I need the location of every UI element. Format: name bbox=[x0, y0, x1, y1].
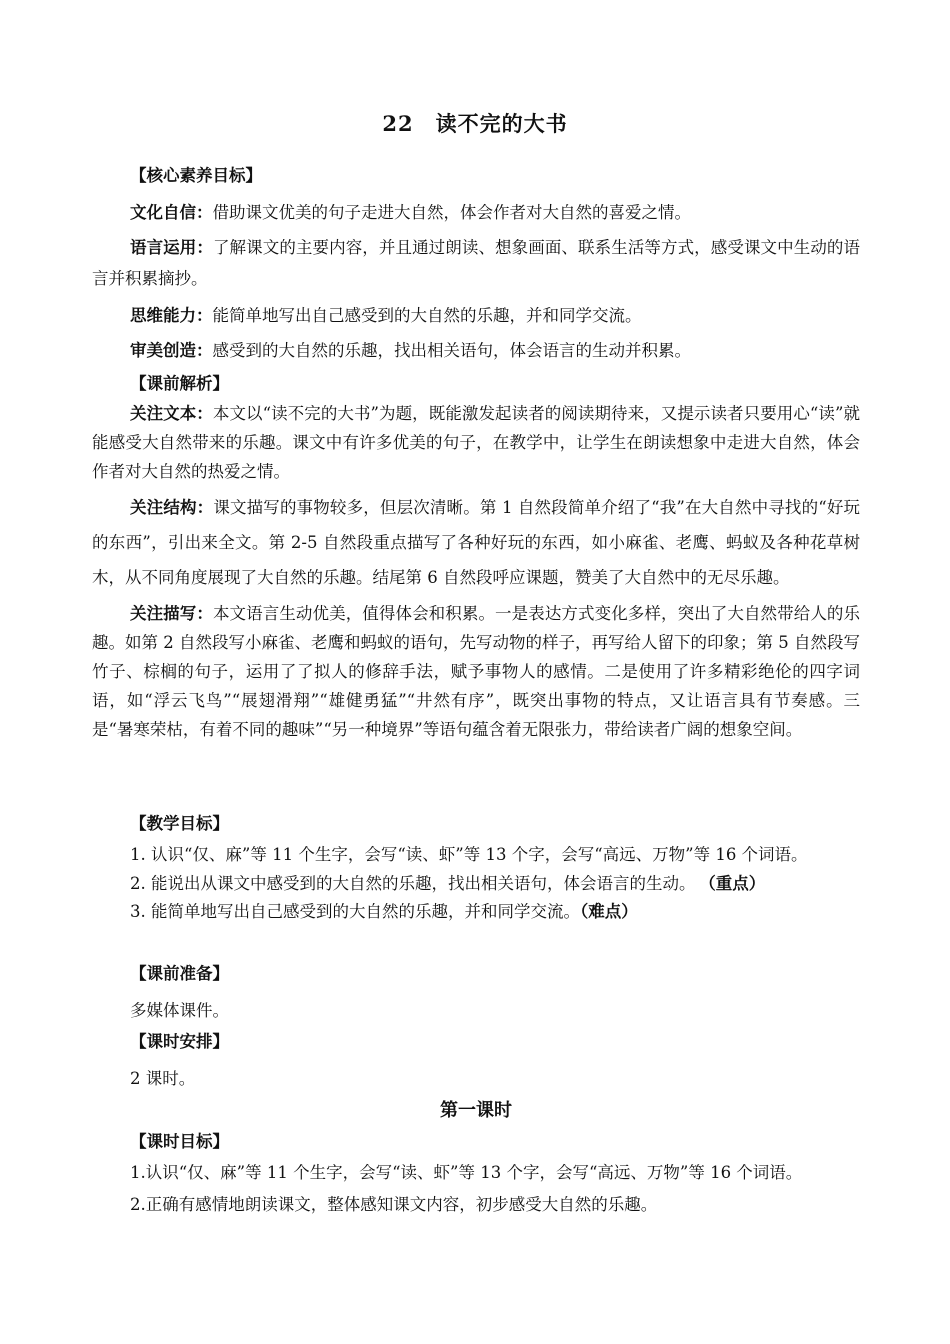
lesson-number: 22 bbox=[382, 111, 414, 136]
first-lesson-section bbox=[92, 1094, 860, 1220]
key-point-tag: （重点） bbox=[707, 874, 766, 893]
lesson-goal-2: 2.正确有感情地朗读课文，整体感知课文内容，初步感受大自然的乐趣。 bbox=[130, 1195, 658, 1214]
lesson-title bbox=[0, 108, 950, 138]
analysis-description bbox=[92, 599, 860, 744]
teaching-goals-heading: 【教学目标】 bbox=[130, 814, 229, 833]
teaching-goal-2-text: 2. 能说出从课文中感受到的大自然的乐趣，找出相关语句，体会语言的生动。 bbox=[130, 874, 696, 893]
teaching-goal-1: 1. 认识“仅、麻”等 11 个生字，会写“读、虾”等 13 个字，会写“高远、万物”等 16 个词语。 bbox=[130, 845, 808, 864]
preparation-section bbox=[92, 958, 860, 1026]
goal-aesthetic bbox=[92, 335, 860, 366]
teaching-goal-2 bbox=[92, 869, 860, 898]
goal-aesthetic-text: 感受到的大自然的乐趣，找出相关语句，体会语言的生动并积累。 bbox=[212, 341, 691, 360]
core-goals-heading: 【核心素养目标】 bbox=[130, 166, 262, 185]
analysis-heading: 【课前解析】 bbox=[130, 374, 229, 393]
core-goals-section bbox=[92, 160, 860, 366]
goal-thinking bbox=[92, 300, 860, 331]
goal-culture-text: 借助课文优美的句子走进大自然，体会作者对大自然的喜爱之情。 bbox=[212, 203, 691, 222]
analysis-description-text: 本文语言生动优美，值得体会和积累。一是表达方式变化多样，突出了大自然带给人的乐趣。如第 2 自然段写小麻雀、老鹰和蚂蚁的语句，先写动物的样子，再写给人留下的印象；第 5 自然段写竹子、棕榈的句子，运用了了拟人的修辞手法，赋予事物人的感情。二是使用了许多精彩绝伦的四字词语，如“浮云飞鸟”“展翅滑翔”“雄健勇猛”“井然有序”，既突出事物的特点，又让语言具有节奏感。三是“暑寒荣枯，有着不同的趣味”“另一种境界”等语句蕴含着无限张力，带给读者广阔的想象空间。 bbox=[92, 604, 861, 739]
goal-language bbox=[92, 232, 860, 294]
preparation-heading: 【课前准备】 bbox=[130, 964, 229, 983]
lesson-title-text: 读不完的大书 bbox=[435, 111, 568, 136]
analysis-structure bbox=[92, 490, 860, 595]
analysis-text-focus bbox=[92, 399, 860, 486]
goal-thinking-text: 能简单地写出自己感受到的大自然的乐趣，并和同学交流。 bbox=[212, 306, 642, 325]
schedule-text: 2 课时。 bbox=[130, 1069, 196, 1088]
schedule-heading: 【课时安排】 bbox=[130, 1032, 229, 1051]
teaching-goal-3 bbox=[92, 898, 860, 925]
lesson-goals-heading: 【课时目标】 bbox=[130, 1132, 229, 1151]
goal-aesthetic-label: 审美创造： bbox=[130, 341, 213, 360]
goal-language-text: 了解课文的主要内容，并且通过朗读、想象画面、联系生活等方式，感受课文中生动的语言并积累摘抄。 bbox=[92, 238, 861, 288]
first-lesson-heading: 第一课时 bbox=[440, 1100, 512, 1121]
teaching-goal-3-text: 3. 能简单地写出自己感受到的大自然的乐趣，并和同学交流。 bbox=[130, 902, 580, 921]
analysis-structure-text: 课文描写的事物较多，但层次清晰。第 1 自然段简单介绍了“我”在大自然中寻找的“好玩的东西”，引出来全文。第 2-5 自然段重点描写了各种好玩的东西，如小麻雀、老鹰、蚂蚁及各种花草树木，从不同角度展现了大自然的乐趣。结尾第 6 自然段呼应课题，赞美了大自然中的无尽乐趣。 bbox=[92, 498, 861, 587]
analysis-section bbox=[92, 368, 860, 744]
goal-culture bbox=[92, 197, 860, 228]
difficult-point-tag: （难点） bbox=[580, 902, 638, 921]
teaching-goals-section bbox=[92, 810, 860, 925]
analysis-text-focus-label: 关注文本： bbox=[130, 404, 213, 423]
schedule-section bbox=[92, 1026, 860, 1094]
analysis-text-focus-text: 本文以“读不完的大书”为题，既能激发起读者的阅读期待来，又提示读者只要用心“读”就能感受大自然带来的乐趣。课文中有许多优美的句子，在教学中，让学生在朗读想象中走进大自然，体会作者对大自然的热爱之情。 bbox=[92, 404, 861, 481]
goal-thinking-label: 思维能力： bbox=[130, 306, 213, 325]
analysis-structure-label: 关注结构： bbox=[130, 498, 214, 517]
goal-language-label: 语言运用： bbox=[130, 238, 213, 257]
preparation-text: 多媒体课件。 bbox=[130, 1001, 229, 1020]
lesson-goal-1: 1.认识“仅、麻”等 11 个生字，会写“读、虾”等 13 个字，会写“高远、万物”等 16 个词语。 bbox=[130, 1163, 803, 1182]
goal-culture-label: 文化自信： bbox=[130, 203, 213, 222]
analysis-description-label: 关注描写： bbox=[130, 604, 213, 623]
